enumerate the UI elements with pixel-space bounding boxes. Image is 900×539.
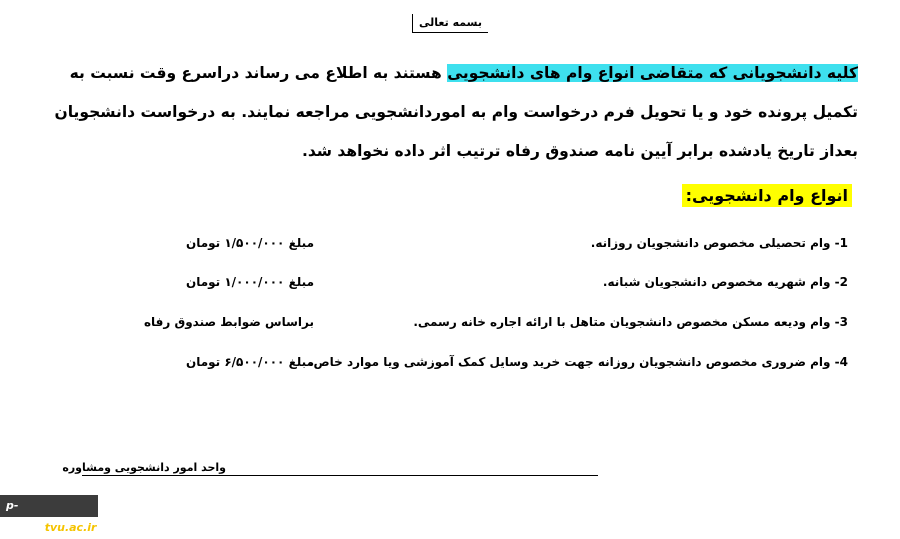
intro-paragraph [30,54,858,171]
bismillah-text: بسمه تعالی [412,14,488,33]
loan-row [0,315,900,341]
loan-amount: براساس ضوابط صندوق رفاه [143,315,314,329]
loan-description: 3- وام ودیعه مسکن مخصوص دانشجویان متاهل با ارائه اجاره خانه رسمی. [413,315,848,329]
intro-highlighted-text: کلیه دانشجویانی که متقاضی انواع وام های دانشجویی [447,64,858,82]
signature-text: واحد امور دانشجویی ومشاوره [62,461,226,474]
bismillah-header [0,14,900,33]
watermark-domain: tvu.ac.ir [44,521,97,534]
loan-description: 1- وام تحصیلی مخصوص دانشجویان روزانه. [590,236,848,250]
signature-line [62,461,598,476]
watermark-prefix: p-babol. [6,499,45,534]
loan-description: 2- وام شهریه مخصوص دانشجویان شبانه. [602,275,848,289]
loan-row [0,275,900,301]
loan-amount: مبلغ ۱/۰۰۰/۰۰۰ تومان [185,275,314,289]
loan-amount: مبلغ ۶/۵۰۰/۰۰۰ تومان [185,355,314,369]
loan-description: 4- وام ضروری مخصوص دانشجویان روزانه جهت خرید وسایل کمک آموزشی ویا موارد خاص. [308,355,848,369]
intro-text: هستند به اطلاع می رساند دراسرع وقت نسبت به تکمیل پرونده خود و یا تحویل فرم درخواست وام به اموردانشجویی مراجعه نمایند. به درخواست دانشجویان بعداز تاریخ یادشده برابر آیین نامه صندوق رفاه ترتیب اثر داده نخواهد شد. [54,64,858,160]
loan-row [0,236,900,262]
loan-amount: مبلغ ۱/۵۰۰/۰۰۰ تومان [185,236,314,250]
site-watermark [0,495,98,534]
loan-types-heading: انواع وام دانشجویی: [682,184,852,207]
loan-row [0,355,900,381]
